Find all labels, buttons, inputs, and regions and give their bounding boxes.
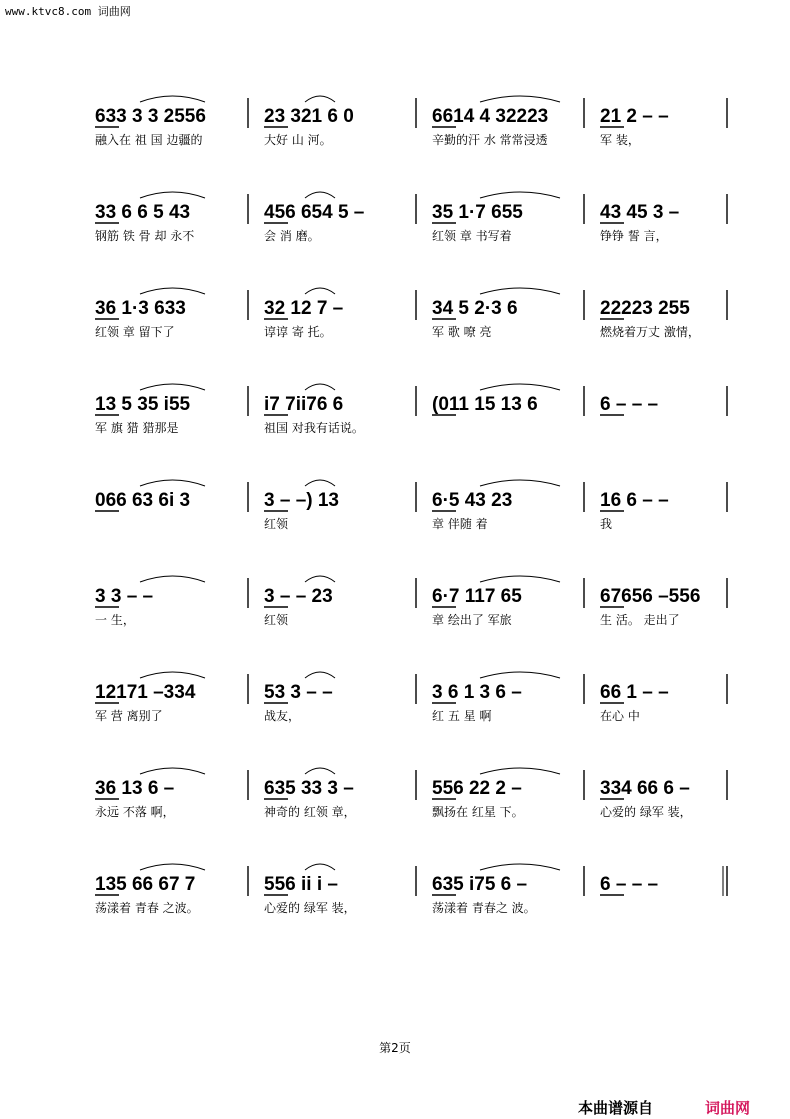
measure-lyrics: 军 营 离别了 (95, 709, 163, 723)
measure-notes: 32 12 7 – (264, 298, 344, 319)
score-row (95, 96, 727, 147)
measure (600, 586, 700, 627)
measure-lyrics: 钢筋 铁 骨 却 永不 (95, 229, 195, 243)
score-row (95, 576, 727, 627)
measure (600, 394, 658, 415)
measure (264, 298, 343, 339)
measure (264, 202, 364, 243)
measure-lyrics: 战友， (264, 709, 301, 723)
measure-notes: 22223 255 (600, 298, 690, 319)
measure-lyrics: 军 歌 嘹 亮 (432, 325, 492, 339)
measure (264, 394, 364, 435)
measure-lyrics: 荡漾着 青春之 波。 (432, 901, 536, 915)
page-number: 第2页 (379, 1041, 411, 1055)
measure-notes: 633 3 3 2556 (95, 106, 206, 127)
site-watermark: www.ktvc8.com 词曲网 (5, 5, 131, 18)
measure-lyrics: 章 伴随 着 (432, 517, 488, 531)
slur-arc (480, 96, 560, 102)
measure-notes: 6 – – – (600, 874, 659, 895)
measure-notes: 16 6 – – (600, 490, 669, 511)
measure (432, 106, 548, 147)
slur-arc (480, 672, 560, 678)
score-row (95, 480, 727, 531)
measure (600, 778, 692, 819)
measure (95, 586, 153, 627)
measure (95, 298, 186, 339)
measure (264, 586, 333, 627)
measure (264, 682, 333, 723)
measure (95, 682, 196, 723)
slur-arc (305, 864, 335, 870)
score-row (95, 864, 727, 915)
slur-arc (140, 288, 205, 294)
score-row (95, 768, 727, 819)
measure-notes: 66 1 – – (600, 682, 669, 703)
measure-lyrics: 军 旗 猎 猎那是 (95, 421, 179, 435)
measure-lyrics: 燃烧着万丈 激情， (600, 325, 700, 339)
measure-notes: 456 654 5 – (264, 202, 365, 223)
slur-arc (480, 192, 560, 198)
slur-arc (140, 576, 205, 582)
measure-notes: 3 – – 23 (264, 586, 333, 607)
measure (600, 874, 658, 895)
measure-lyrics: 心爱的 绿军 装， (600, 805, 692, 819)
measure (264, 778, 356, 819)
measure (95, 394, 191, 435)
measure (432, 682, 522, 723)
measure-lyrics: 谆谆 寄 托。 (264, 325, 332, 339)
measure-notes: (011 15 13 6 (432, 394, 538, 415)
measure-notes: 135 66 67 7 (95, 874, 196, 895)
measure-notes: 334 66 6 – (600, 778, 690, 799)
measure-notes: 3 6 1 3 6 – (432, 682, 522, 703)
measure-lyrics: 一 生， (95, 613, 135, 627)
measure-notes: 36 1·3 633 (95, 298, 186, 319)
measure-lyrics: 融入在 祖 国 边疆的 (95, 133, 203, 147)
measure (95, 874, 199, 915)
score-row (95, 672, 727, 723)
measure-lyrics: 祖国 对我有话说。 (264, 421, 364, 435)
measure (432, 586, 522, 627)
measure-notes: 635 i75 6 – (432, 874, 528, 895)
measure (95, 202, 194, 243)
measure-lyrics: 生 活。 走出了 (600, 613, 680, 627)
measure-notes: 3 3 – – (95, 586, 154, 607)
slur-arc (480, 864, 560, 870)
measure-lyrics: 军 装， (600, 133, 640, 147)
slur-arc (305, 384, 335, 390)
measure-lyrics: 红领 (264, 517, 289, 531)
score-row (95, 192, 727, 243)
measure-lyrics: 章 绘出了 军旅 (432, 613, 512, 627)
slur-arc (480, 384, 560, 390)
measure (95, 778, 175, 819)
measure-notes: 36 13 6 – (95, 778, 175, 799)
measure-lyrics: 我 (600, 517, 613, 531)
measure-notes: 6·5 43 23 (432, 490, 513, 511)
slur-arc (305, 768, 335, 774)
measure-lyrics: 心爱的 绿军 装， (264, 901, 356, 915)
slur-arc (140, 768, 205, 774)
measure-lyrics: 铮铮 誓 言， (600, 229, 668, 243)
measure-notes: 12171 –334 (95, 682, 196, 703)
score-row (95, 288, 727, 339)
measure-notes: 556 22 2 – (432, 778, 522, 799)
measure-lyrics: 红领 章 书写着 (432, 229, 512, 243)
measure-notes: 33 6 6 5 43 (95, 202, 191, 223)
slur-arc (140, 480, 205, 486)
slur-arc (140, 864, 205, 870)
measure-notes: 6·7 117 65 (432, 586, 522, 607)
measure (264, 490, 339, 531)
slur-arc (140, 672, 205, 678)
slur-arc (480, 576, 560, 582)
measure-lyrics: 荡漾着 青春 之波。 (95, 901, 199, 915)
measure-notes: 635 33 3 – (264, 778, 354, 799)
slur-arc (305, 288, 335, 294)
measure-lyrics: 大好 山 河。 (264, 133, 332, 147)
measure (432, 394, 538, 415)
slur-arc (305, 576, 335, 582)
measure-notes: 67656 –556 (600, 586, 701, 607)
slur-arc (480, 480, 560, 486)
slur-arc (140, 96, 205, 102)
slur-arc (140, 384, 205, 390)
measure (264, 106, 354, 147)
measure-lyrics: 辛勤的汗 水 常常浸透 (432, 133, 548, 147)
measure (264, 874, 356, 915)
measure-lyrics: 会 消 磨。 (264, 229, 320, 243)
slur-arc (480, 288, 560, 294)
measure-notes: 23 321 6 0 (264, 106, 354, 127)
measure-lyrics: 红领 (264, 613, 289, 627)
measure-notes: 066 63 6i 3 (95, 490, 191, 511)
measure-notes: 13 5 35 i55 (95, 394, 191, 415)
measure (432, 778, 524, 819)
measure-notes: 556 ii i – (264, 874, 338, 895)
measure-lyrics: 在心 中 (600, 709, 640, 723)
measure-lyrics: 永远 不落 啊， (95, 805, 175, 819)
measure-lyrics: 红 五 星 啊 (432, 709, 492, 723)
measure (432, 298, 518, 339)
measure (600, 298, 700, 339)
slur-arc (305, 96, 335, 102)
footer-brand[interactable]: 词曲网 (705, 1099, 751, 1117)
measure-notes: 21 2 – – (600, 106, 669, 127)
measure-notes: 43 45 3 – (600, 202, 680, 223)
slur-arc (305, 480, 335, 486)
measure (432, 874, 536, 915)
measure (95, 490, 190, 511)
measure-notes: 6 – – – (600, 394, 659, 415)
measure (600, 106, 669, 147)
slur-arc (140, 192, 205, 198)
score-row (95, 384, 727, 435)
measure (600, 490, 669, 531)
measure-lyrics: 神奇的 红领 章， (264, 805, 356, 819)
slur-arc (305, 192, 335, 198)
slur-arc (480, 768, 560, 774)
measure-lyrics: 红领 章 留下了 (95, 325, 175, 339)
measure (600, 682, 669, 723)
measure (432, 490, 512, 531)
measure-notes: 53 3 – – (264, 682, 333, 703)
slur-arc (305, 672, 335, 678)
measure-notes: 3 – –) 13 (264, 490, 339, 511)
measure-notes: 34 5 2·3 6 (432, 298, 518, 319)
measure-notes: i7 7ii76 6 (264, 394, 344, 415)
measure (95, 106, 206, 147)
measure-notes: 35 1·7 655 (432, 202, 523, 223)
measure-lyrics: 飘扬在 红星 下。 (432, 805, 524, 819)
footer-source-text: 本曲谱源自 (578, 1099, 654, 1117)
measure (600, 202, 679, 243)
measure (432, 202, 523, 243)
footer-source (578, 1097, 750, 1118)
measure-notes: 6614 4 32223 (432, 106, 549, 127)
